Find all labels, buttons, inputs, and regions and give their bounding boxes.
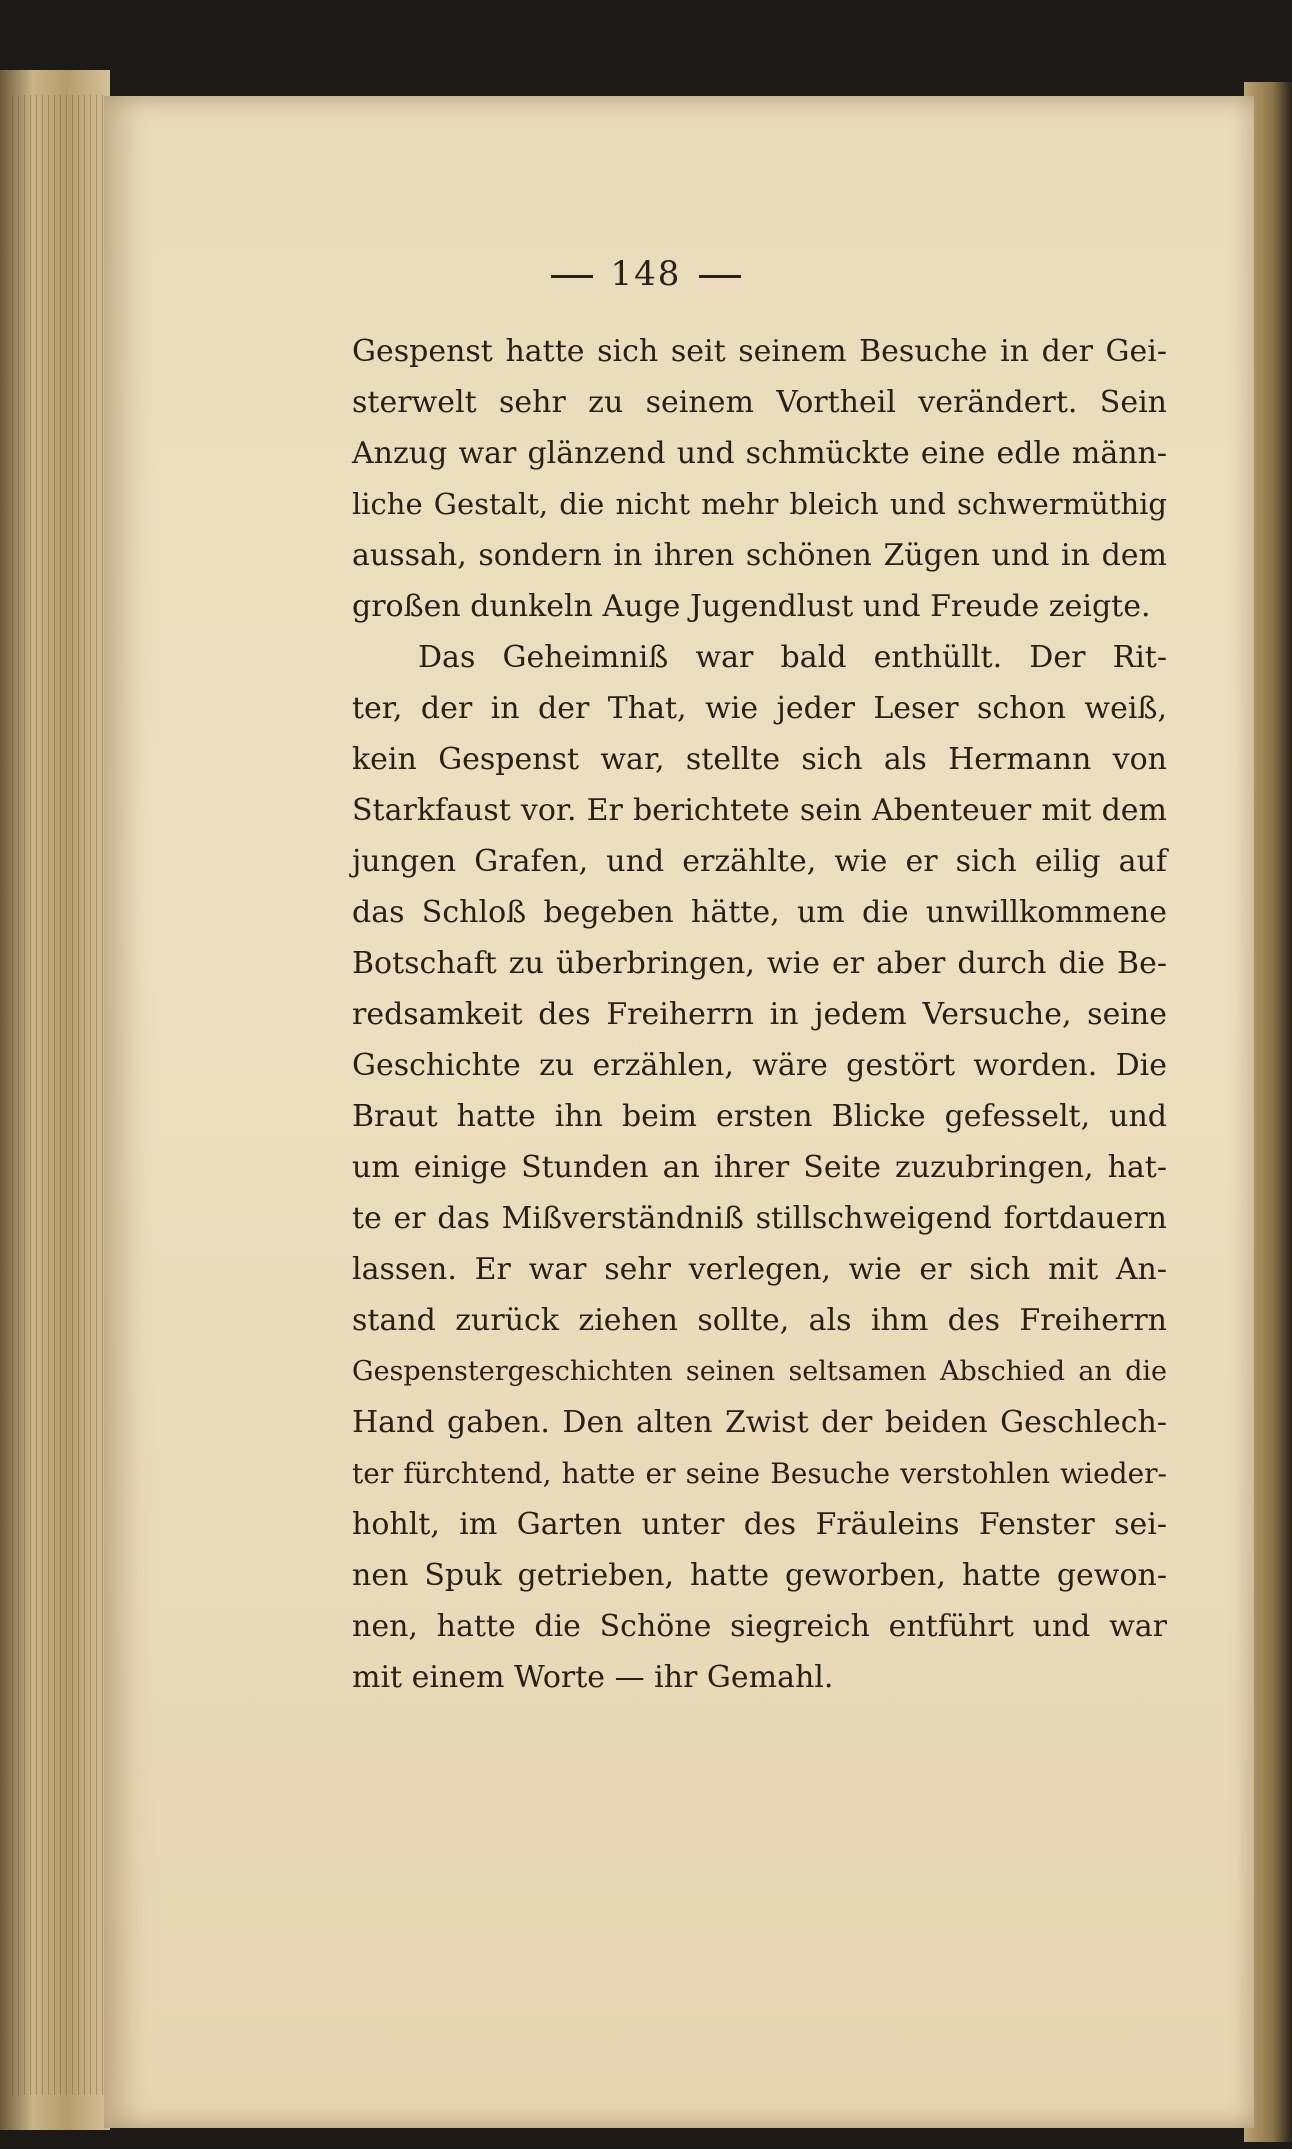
text-line: liche Gestalt, die nicht mehr bleich und schwermüthig [352, 487, 1167, 521]
text-line: mit einem Worte — ihr Gemahl. [352, 1660, 834, 1695]
text-line: aussah, sondern in ihren schönen Zügen und in dem [352, 538, 1167, 573]
text-line: kein Gespenst war, stellte sich als Hermann von [352, 742, 1167, 777]
text-line: Anzug war glänzend und schmückte eine edle männ- [352, 436, 1167, 471]
text-line: großen dunkeln Auge Jugendlust und Freude zeigte. [352, 589, 1151, 624]
text-line: hohlt, im Garten unter des Fräuleins Fenster sei- [352, 1507, 1167, 1542]
text-line: Gespenst hatte sich seit seinem Besuche in der Gei- [352, 334, 1167, 369]
text-line: ter fürchtend, hatte er seine Besuche verstohlen wieder- [352, 1457, 1167, 1490]
text-line: redsamkeit des Freiherrn in jedem Versuche, seine [352, 997, 1167, 1032]
dash-left [551, 275, 593, 278]
dash-right [699, 275, 741, 278]
page-number: 148 [610, 254, 682, 294]
page-number-header [0, 254, 1292, 294]
text-line: te er das Mißverständniß stillschweigend fortdauern [352, 1201, 1167, 1236]
text-line: sterwelt sehr zu seinem Vortheil verändert. Sein [352, 385, 1167, 420]
text-line: Gespenstergeschichten seinen seltsamen Abschied an die [352, 1356, 1167, 1387]
text-line: Geschichte zu erzählen, wäre gestört worden. Die [352, 1048, 1167, 1083]
text-line: Botschaft zu überbringen, wie er aber durch die Be- [352, 946, 1167, 981]
text-line: Starkfaust vor. Er berichtete sein Abenteuer mit dem [352, 793, 1167, 828]
text-line: Braut hatte ihn beim ersten Blicke gefesselt, und [352, 1099, 1167, 1134]
body-text [352, 326, 1167, 1703]
text-line: Hand gaben. Den alten Zwist der beiden Geschlech- [352, 1405, 1167, 1440]
text-line: um einige Stunden an ihrer Seite zuzubringen, hat- [352, 1150, 1167, 1185]
text-line: stand zurück ziehen sollte, als ihm des Freiherrn [352, 1303, 1167, 1338]
text-line: nen Spuk getrieben, hatte geworben, hatte gewon- [352, 1558, 1167, 1593]
page-edge-lines [12, 95, 107, 2095]
text-line: lassen. Er war sehr verlegen, wie er sich mit An- [352, 1252, 1167, 1287]
text-line: Das Geheimniß war bald enthüllt. Der Rit- [418, 640, 1167, 675]
text-line: das Schloß begeben hätte, um die unwillkommene [352, 895, 1167, 930]
text-line: ter, der in der That, wie jeder Leser schon weiß, [352, 691, 1167, 726]
text-line: nen, hatte die Schöne siegreich entführt und war [352, 1609, 1167, 1644]
text-line: jungen Grafen, und erzählte, wie er sich eilig auf [352, 844, 1167, 879]
